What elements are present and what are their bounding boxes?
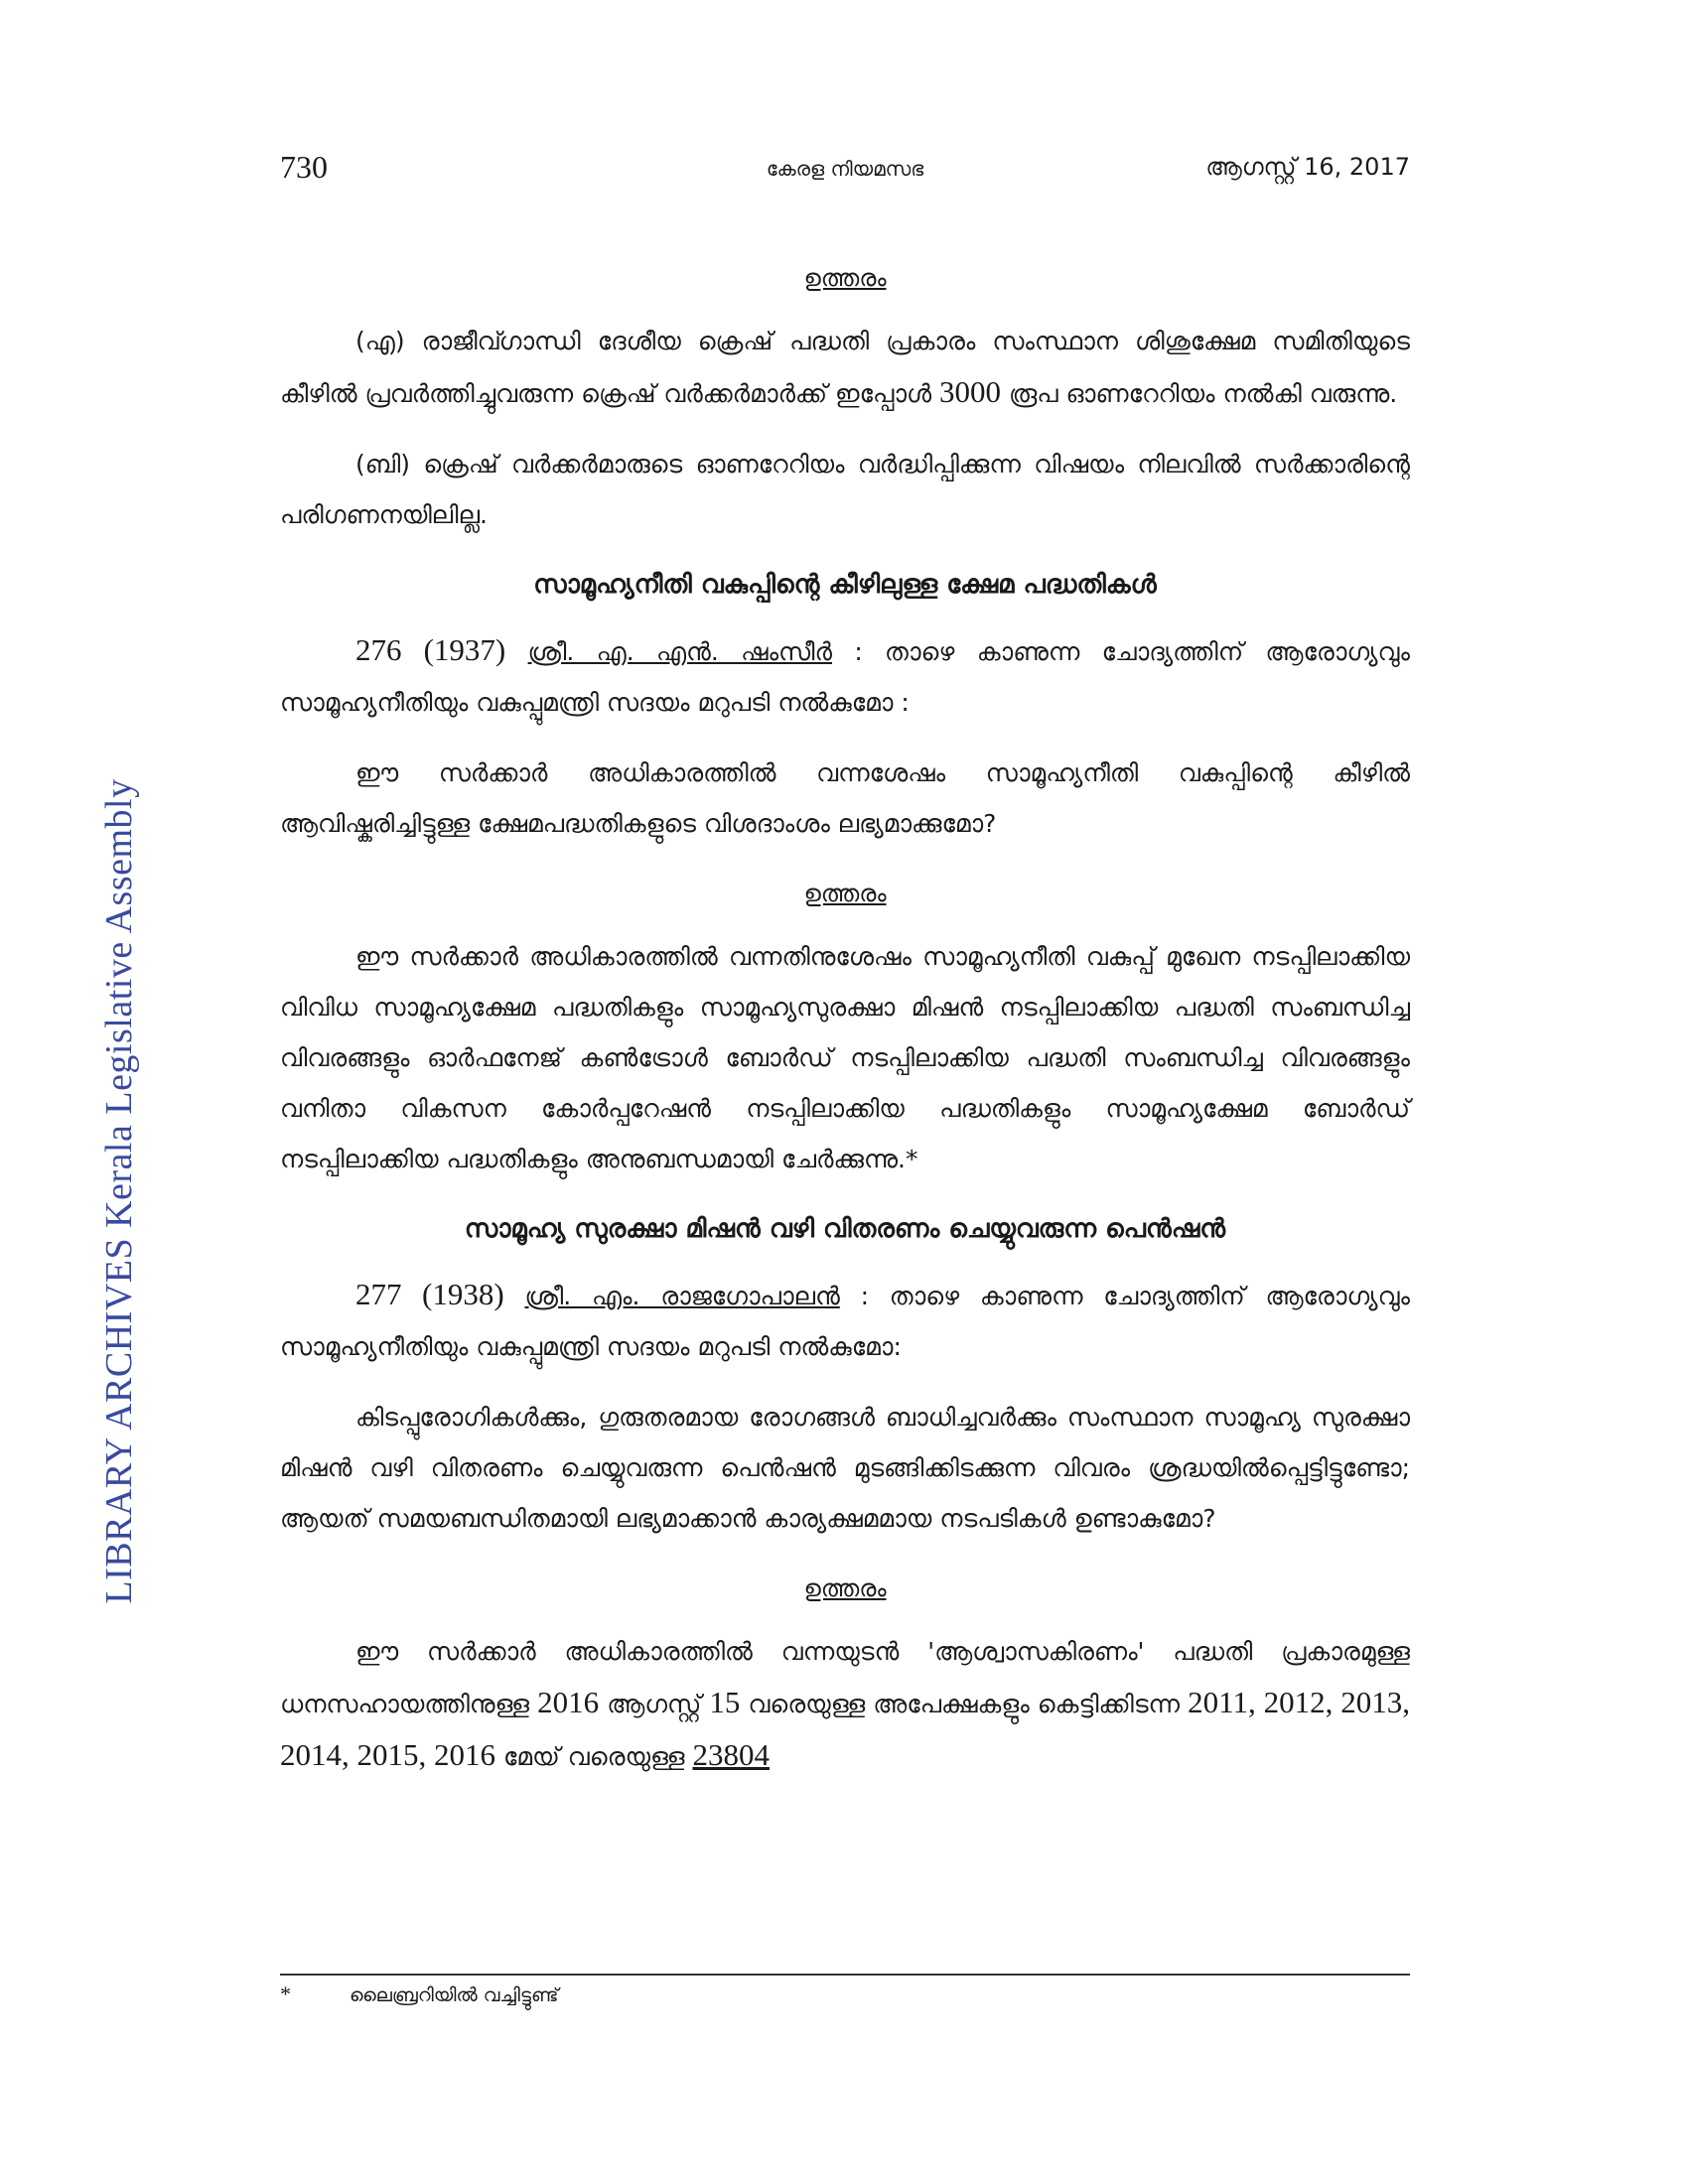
intro-text-277: : താഴെ കാണുന്ന ചോദ്യത്തിന് ആരോഗ്യവും സാമൂഹ്യനീതിയും വകുപ്പുമന്ത്രി സദയം മറുപടി നൽകുമോ: [280, 1282, 1411, 1361]
question-text-276: ഈ സർക്കാർ അധികാരത്തിൽ വന്നശേഷം സാമൂഹ്യനീതി വകുപ്പിന്റെ കീഴിൽ ആവിഷ്കരിച്ചിട്ടുള്ള ക്ഷേമപദ്ധതികളുടെ വിശദാംശം ലഭ്യമാക്കുമോ? [280, 758, 1410, 838]
answer-para-b: (ബി) ക്രെഷ് വർക്കർമാരുടെ ഓണറേറിയം വർദ്ധിപ്പിക്കുന്ന വിഷയം നിലവിൽ സർക്കാരിന്റെ പരിഗണനയിലില്ല. [280, 450, 1410, 529]
answer-277-mid: ആഗസ്റ്റ് [607, 1690, 702, 1718]
answer-text-277 [280, 1626, 1410, 1782]
para-a-text: (എ) രാജീവ്ഗാന്ധി ദേശീയ ക്രെഷ് പദ്ധതി പ്രകാരം സംസ്ഥാന ശിശുക്ഷേമ സമിതിയുടെ കീഴിൽ പ്രവർത്തിച്ചുവരുന്ന ക്രെഷ് വർക്കർമാർക്ക് ഇപ്പോൾ [280, 327, 1410, 408]
footnote [280, 1981, 1410, 2007]
question-number-276: 276 (1937) [355, 632, 506, 667]
answer-277-mid2: വരെയുള്ള അപേക്ഷകളും കെട്ടിക്കിടന്ന [748, 1690, 1181, 1718]
answer-heading-1: ഉത്തരം [803, 264, 887, 292]
question-text-277: കിടപ്പുരോഗികൾക്കും, ഗുരുതരമായ രോഗങ്ങൾ ബാധിച്ചവർക്കും സംസ്ഥാന സാമൂഹ്യ സുരക്ഷാ മിഷൻ വഴി വിതരണം ചെയ്യുവരുന്ന പെൻഷൻ മുടങ്ങിക്കിടക്കുന്ന വിവരം ശ്രദ്ധയിൽപ്പെട്ടിട്ടുണ്ടോ; ആയത് സമയബന്ധിതമായി ലഭ്യമാക്കാൻ കാര്യക്ഷമമായ നടപടികൾ ഉണ്ടാകുമോ? [280, 1403, 1410, 1533]
header-date: ആഗസ്റ്റ് 16, 2017 [1205, 153, 1410, 181]
intro-text-276: : താഴെ കാണുന്ന ചോദ്യത്തിന് ആരോഗ്യവും സാമൂഹ്യനീതിയും വകുപ്പുമന്ത്രി സദയം മറുപടി നൽകുമോ : [280, 637, 1410, 717]
member-name-276: ശ്രീ. എ. എൻ. ഷംസീർ [527, 637, 833, 666]
answer-277-years: 2011, 2012, 2013, 2014, 2015, 2016 [280, 1685, 1411, 1772]
footnote-divider [280, 1974, 1410, 1976]
answer-heading-276: ഉത്തരം [803, 880, 887, 907]
question-intro-277 [280, 1269, 1410, 1372]
answer-277-day: 15 [709, 1685, 741, 1719]
page-number: 730 [280, 149, 328, 185]
answer-text-276: ഈ സർക്കാർ അധികാരത്തിൽ വന്നതിനുശേഷം സാമൂഹ്യനീതി വകുപ്പ് മുഖേന നടപ്പിലാക്കിയ വിവിധ സാമൂഹ്യക്ഷേമ പദ്ധതികളും സാമൂഹ്യസുരക്ഷാ മിഷൻ നടപ്പിലാക്കിയ പദ്ധതി സംബന്ധിച്ച വിവരങ്ങളും ഓർഫനേജ് കൺട്രോൾ ബോർഡ് നടപ്പിലാക്കിയ പദ്ധതി സംബന്ധിച്ച വിവരങ്ങളും വനിതാ വികസന കോർപ്പറേഷൻ നടപ്പിലാക്കിയ പദ്ധതികളും സാമൂഹ്യക്ഷേമ ബോർഡ് നടപ്പിലാക്കിയ പദ്ധതികളും അനുബന്ധമായി ചേർക്കുന്നു.* [280, 942, 1410, 1173]
question-number-277: 277 (1938) [355, 1277, 504, 1311]
para-a-amount: 3000 [939, 374, 1002, 409]
answer-heading-277: ഉത്തരം [803, 1574, 887, 1602]
page-content [280, 253, 1410, 1802]
member-name-277: ശ്രീ. എം. രാജഗോപാലൻ [524, 1282, 840, 1310]
question-intro-276 [280, 624, 1410, 728]
page-header [280, 149, 1410, 199]
para-a-end: രൂപ ഓണറേറിയം നൽകി വരുന്നു. [1008, 379, 1398, 408]
answer-277-mid3: മേയ് വരെയുള്ള [502, 1742, 685, 1771]
answer-para-a [280, 316, 1410, 419]
footnote-mark: * [280, 1981, 291, 2006]
library-archives-watermark: LIBRARY ARCHIVES Kerala Legislative Assembly [98, 778, 140, 1604]
answer-277-count: 23804 [692, 1737, 770, 1772]
footnote-text: ലൈബ്രറിയിൽ വച്ചിട്ടുണ്ട് [350, 1984, 559, 2006]
running-title: കേരള നിയമസഭ [766, 157, 924, 181]
section-title-276: സാമൂഹ്യനീതി വകുപ്പിന്റെ കീഴിലുള്ള ക്ഷേമ പദ്ധതികൾ [533, 570, 1157, 600]
answer-277-start: ഈ സർക്കാർ അധികാരത്തിൽ വന്നയുടൻ 'ആശ്വാസകിരണം' പദ്ധതി പ്രകാരമുള്ള ധനസഹായത്തിനുള്ള [280, 1637, 1410, 1718]
section-title-277: സാമൂഹ്യ സുരക്ഷാ മിഷൻ വഴി വിതരണം ചെയ്യുവരുന്ന പെൻഷൻ [464, 1214, 1226, 1244]
answer-277-year: 2016 [537, 1685, 600, 1719]
